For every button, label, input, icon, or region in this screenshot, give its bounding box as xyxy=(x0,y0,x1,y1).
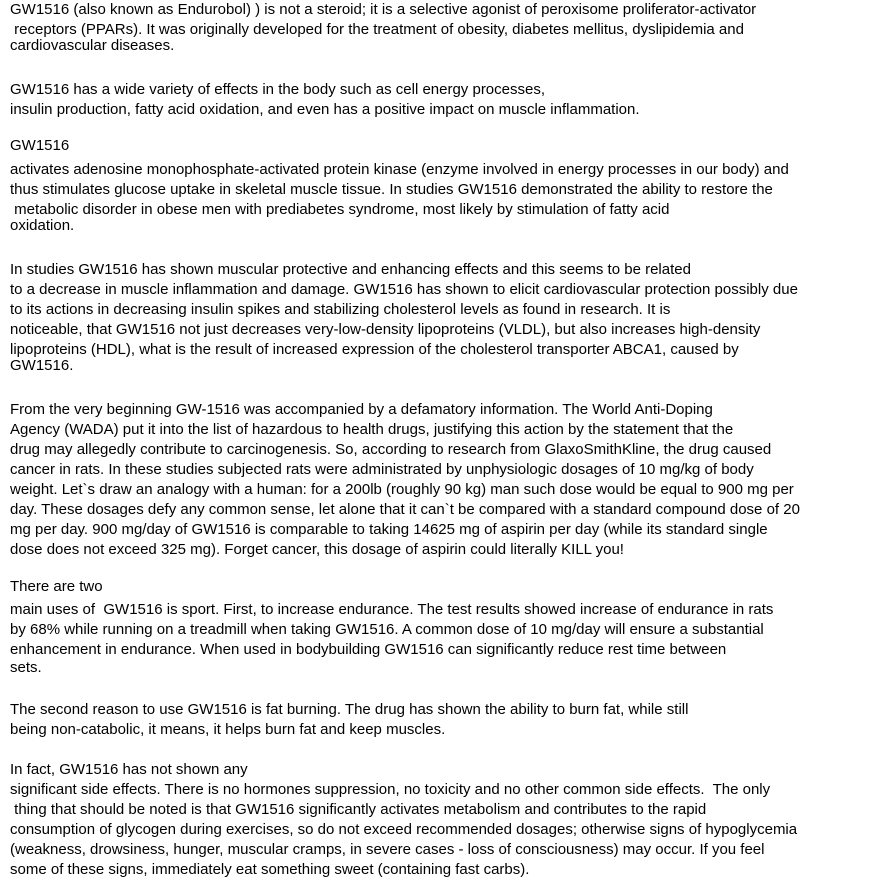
text-line: metabolic disorder in obese men with prediabetes syndrome, most likely by stimulation of fatty acid xyxy=(10,201,670,218)
text-line: In fact, GW1516 has not shown any xyxy=(10,761,248,778)
text-line: lipoproteins (HDL), what is the result of increased expression of the cholesterol transporter ABCA1, caused by xyxy=(10,341,739,358)
text-line: thus stimulates glucose uptake in skeletal muscle tissue. In studies GW1516 demonstrated the ability to restore the xyxy=(10,181,773,198)
text-line: activates adenosine monophosphate-activated protein kinase (enzyme involved in energy processes in our body) and xyxy=(10,161,789,178)
text-line: day. These dosages defy any common sense, let alone that it can`t be compared with a standard compound dose of 20 xyxy=(10,501,800,518)
text-line: GW1516 (also known as Endurobol) ) is not a steroid; it is a selective agonist of peroxisome proliferator-activator xyxy=(10,1,757,18)
text-line: consumption of glycogen during exercises, so do not exceed recommended dosages; otherwise signs of hypoglycemia xyxy=(10,821,798,838)
text-line: being non-catabolic, it means, it helps burn fat and keep muscles. xyxy=(10,721,446,738)
text-line: Agency (WADA) put it into the list of hazardous to health drugs, justifying this action by the statement that the xyxy=(10,421,734,438)
text-line: enhancement in endurance. When used in bodybuilding GW1516 can significantly reduce rest time between xyxy=(10,641,727,658)
text-line: drug may allegedly contribute to carcinogenesis. So, according to research from GlaxoSmithKline, the drug caused xyxy=(10,441,772,458)
text-line: The second reason to use GW1516 is fat burning. The drug has shown the ability to burn fat, while still xyxy=(10,701,689,718)
text-line: mg per day. 900 mg/day of GW1516 is comparable to taking 14625 mg of aspirin per day (while its standard single xyxy=(10,521,768,538)
text-line: insulin production, fatty acid oxidation, and even has a positive impact on muscle inflammation. xyxy=(10,101,640,118)
text-line: receptors (PPARs). It was originally developed for the treatment of obesity, diabetes mellitus, dyslipidemia and xyxy=(10,21,744,38)
text-line: GW1516 has a wide variety of effects in the body such as cell energy processes, xyxy=(10,81,546,98)
text-line: GW1516. xyxy=(10,357,74,374)
text-line: significant side effects. There is no hormones suppression, no toxicity and no other common side effects. The only xyxy=(10,781,771,798)
text-line: weight. Let`s draw an analogy with a human: for a 200lb (roughly 90 kg) man such dose would be equal to 900 mg per xyxy=(10,481,794,498)
text-line: oxidation. xyxy=(10,217,75,234)
text-line: cancer in rats. In these studies subjected rats were administrated by unphysiologic dosages of 10 mg/kg of body xyxy=(10,461,754,478)
text-line: noticeable, that GW1516 not just decreases very-low-density lipoproteins (VLDL), but also increases high-density xyxy=(10,321,761,338)
text-line: thing that should be noted is that GW1516 significantly activates metabolism and contributes to the rapid xyxy=(10,801,707,818)
text-line: In studies GW1516 has shown muscular protective and enhancing effects and this seems to be related xyxy=(10,261,691,278)
text-line: GW1516 xyxy=(10,137,70,154)
text-line: main uses of GW1516 is sport. First, to increase endurance. The test results showed increase of endurance in rats xyxy=(10,601,774,618)
text-line: some of these signs, immediately eat something sweet (containing fast carbs). xyxy=(10,861,530,878)
text-line: From the very beginning GW-1516 was accompanied by a defamatory information. The World Anti-Doping xyxy=(10,401,713,418)
text-line: to its actions in decreasing insulin spikes and stabilizing cholesterol levels as found in research. It is xyxy=(10,301,671,318)
text-line: dose does not exceed 325 mg). Forget cancer, this dosage of aspirin could literally KILL you! xyxy=(10,541,624,558)
text-line: (weakness, drowsiness, hunger, muscular cramps, in severe cases - loss of consciousness) may occur. If you feel xyxy=(10,841,765,858)
text-line: by 68% while running on a treadmill when taking GW1516. A common dose of 10 mg/day will ensure a substantial xyxy=(10,621,764,638)
text-line: to a decrease in muscle inflammation and damage. GW1516 has shown to elicit cardiovascular protection possibly due xyxy=(10,281,798,298)
text-line: There are two xyxy=(10,578,103,595)
text-line: sets. xyxy=(10,659,42,676)
text-line: cardiovascular diseases. xyxy=(10,37,175,54)
